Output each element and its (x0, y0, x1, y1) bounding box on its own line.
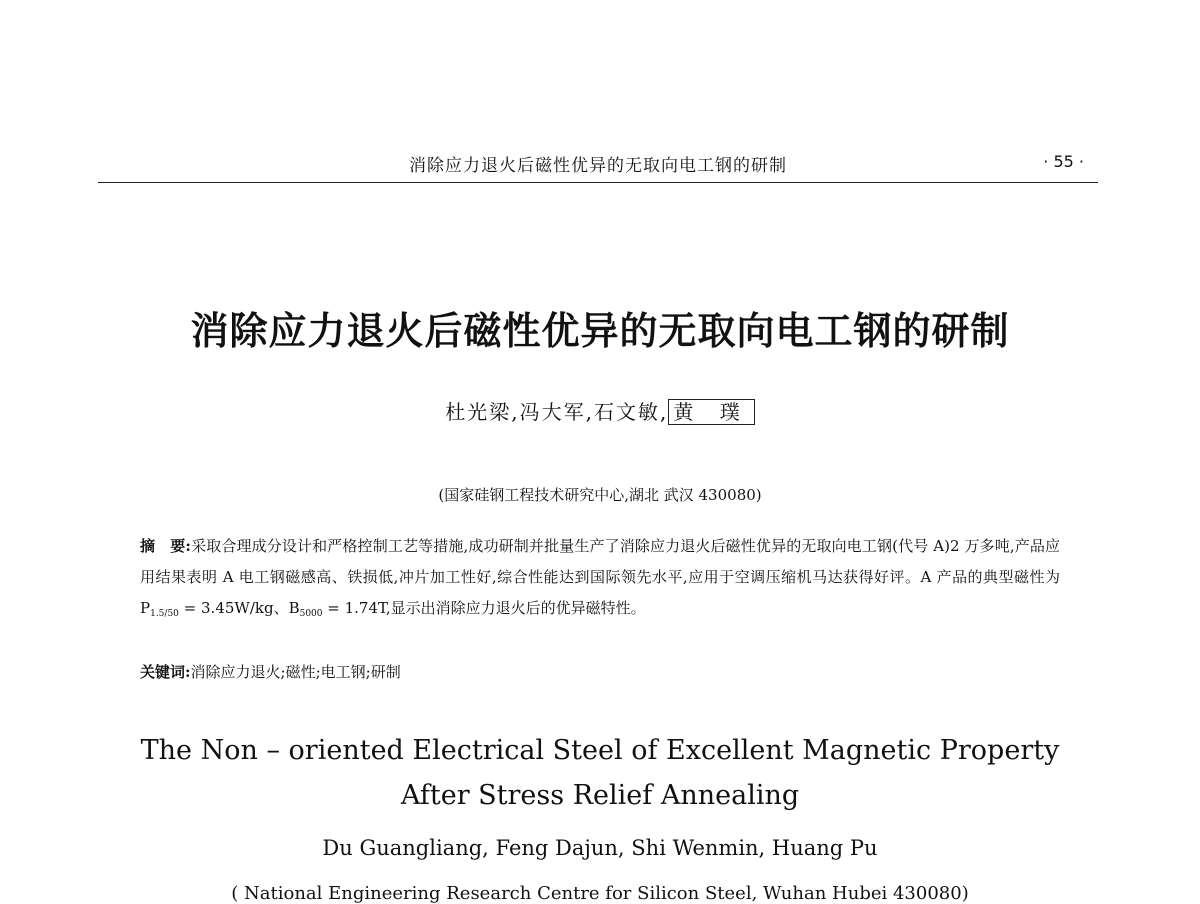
authors-en: Du Guangliang, Feng Dajun, Shi Wenmin, Huang Pu (322, 836, 878, 860)
keywords-label: 关键词: (140, 663, 191, 681)
affiliation-en: ( National Engineering Research Centre for Silicon Steel, Wuhan Hubei 430080) (231, 883, 969, 904)
affiliation-cn: (国家硅钢工程技术研究中心,湖北 武汉 430080) (438, 486, 762, 504)
abstract-label: 摘 要: (140, 537, 191, 555)
abstract-sub-1: 1.5/50 (150, 609, 179, 619)
abstract-text-3: = 1.74T,显示出消除应力退火后的优异磁特性。 (322, 599, 646, 617)
authors-cn (0, 396, 1200, 425)
keywords-text: 消除应力退火;磁性;电工钢;研制 (190, 663, 401, 681)
abstract-text-1: 采取合理成分设计和严格控制工艺等措施,成功研制并批量生产了消除应力退火后磁性优异的无取向电工钢(代号 A)2 万多吨,产品应用结果表明 A 电工钢磁感高、铁损低,冲片加工性好,综合性能达到国际领先水平,应用于空调压缩机马达获得好评。A 产品的典型磁性为 P (140, 537, 1060, 617)
abstract-sub-2: 5000 (299, 609, 323, 619)
paper-title-en (0, 728, 1200, 818)
authors-cn-plain: 杜光梁,冯大军,石文敏, (445, 400, 669, 424)
author-boxed: 黄 璞 (668, 399, 754, 425)
paper-title-en-line-1: The Non – oriented Electrical Steel of Excellent Magnetic Property (140, 735, 1060, 766)
running-header (98, 148, 1098, 183)
paper-title-cn: 消除应力退火后磁性优异的无取向电工钢的研制 (190, 308, 1010, 353)
abstract-text-2: = 3.45W/kg、B (178, 599, 300, 617)
paper-title-en-line-2: After Stress Relief Annealing (400, 780, 800, 811)
abstract-cn (140, 531, 1060, 630)
running-title: 消除应力退火后磁性优异的无取向电工钢的研制 (409, 156, 787, 176)
page-number: · 55 · (1043, 152, 1084, 171)
keywords-cn (140, 658, 1060, 686)
